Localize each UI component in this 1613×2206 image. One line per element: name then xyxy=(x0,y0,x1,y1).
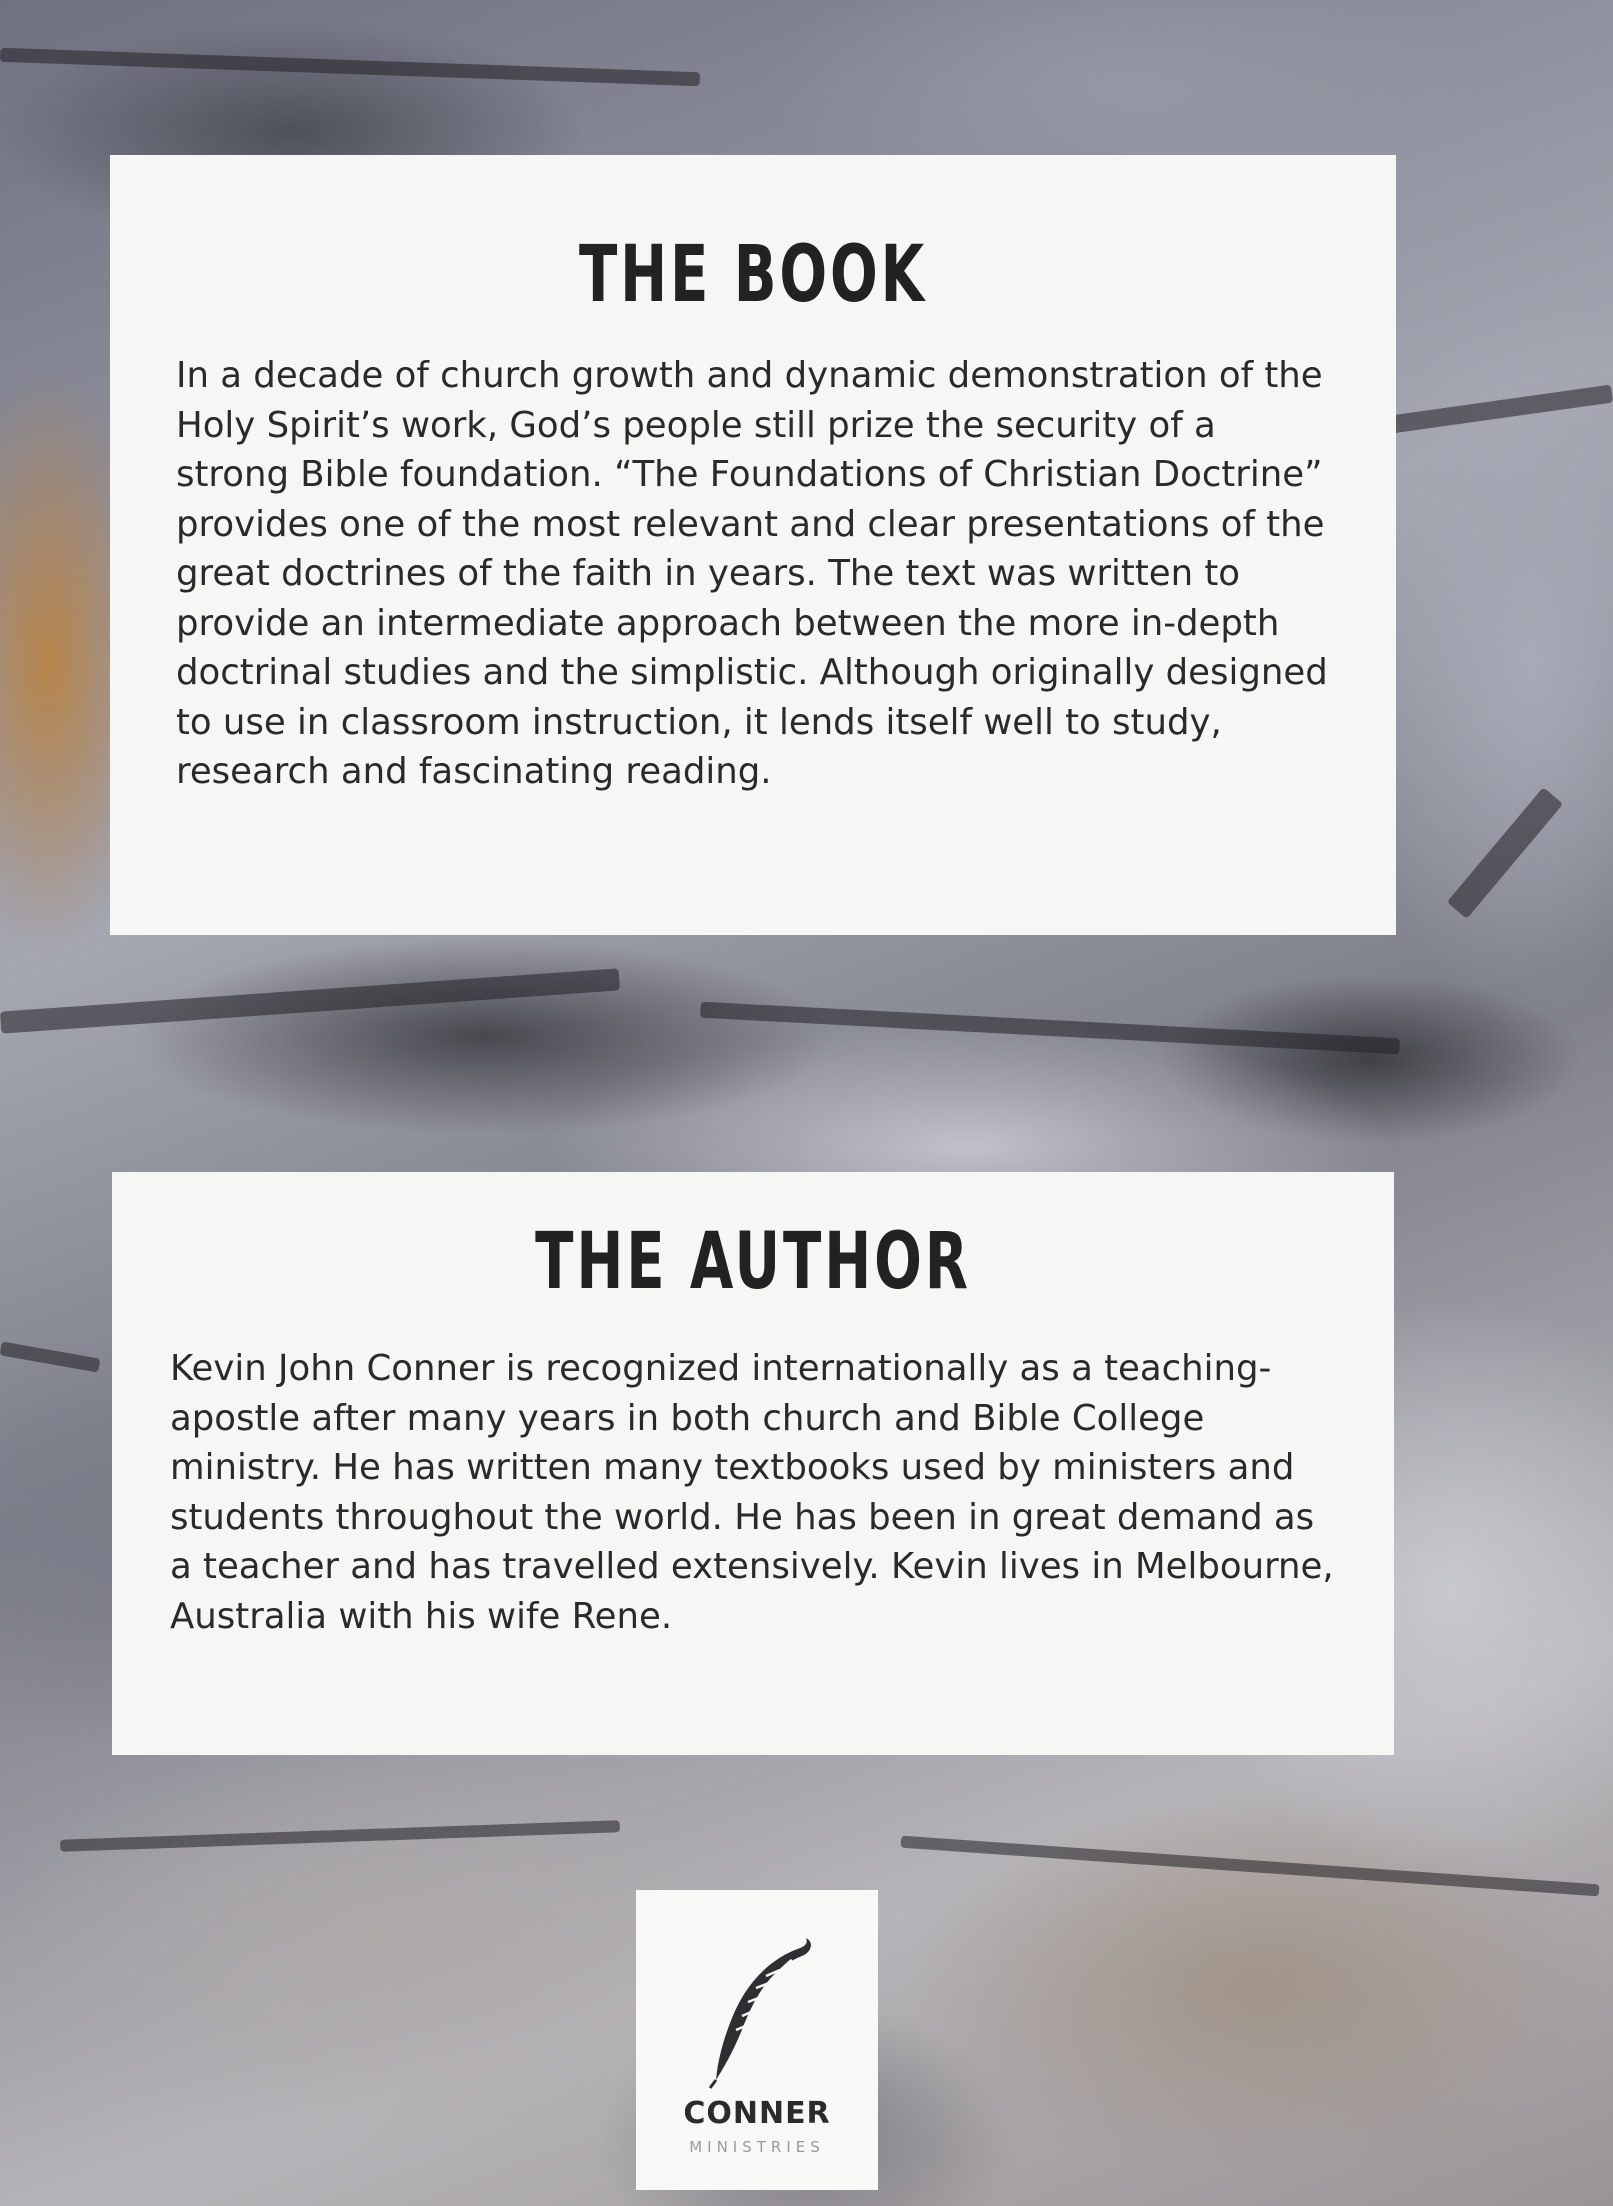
quill-feather-icon xyxy=(696,1930,826,2090)
rock-crack xyxy=(900,1836,1599,1897)
rock-crack xyxy=(1447,787,1563,919)
rock-crack xyxy=(0,968,620,1033)
book-description: In a decade of church growth and dynamic demonstration of the Holy Spirit’s work, God’s people still prize the security of a strong Bible foundation. “The Foundations of Christian Doctrine” provides one of the most relevant and clear presentations of the great doctrines of the faith in years. The text was written to provide an intermediate approach between the more in-depth doctrinal studies and the simplistic. Although originally designed to use in classroom instruction, it lends itself well to study, research and fascinating reading. xyxy=(176,355,1328,792)
author-title: THE AUTHOR xyxy=(535,1217,971,1307)
publisher-subtitle: MINISTRIES xyxy=(689,2138,825,2156)
rock-crack xyxy=(700,1002,1400,1055)
rock-crack xyxy=(1390,385,1613,434)
book-title: THE BOOK xyxy=(578,230,928,320)
rock-crack xyxy=(0,1341,100,1372)
publisher-name: CONNER xyxy=(683,2096,831,2131)
rock-crack xyxy=(0,48,700,86)
rock-crack xyxy=(60,1820,620,1852)
author-description: Kevin John Conner is recognized internationally as a teaching-apostle after many years in both church and Bible College ministry. He has written many textbooks used by ministers and students throughout the world. He has been in great demand as a teacher and has travelled extensively. Kevin lives in Melbourne, Australia with his wife Rene. xyxy=(170,1348,1334,1637)
book-panel xyxy=(110,155,1396,935)
publisher-logo xyxy=(636,1890,878,2190)
author-panel xyxy=(112,1172,1394,1755)
